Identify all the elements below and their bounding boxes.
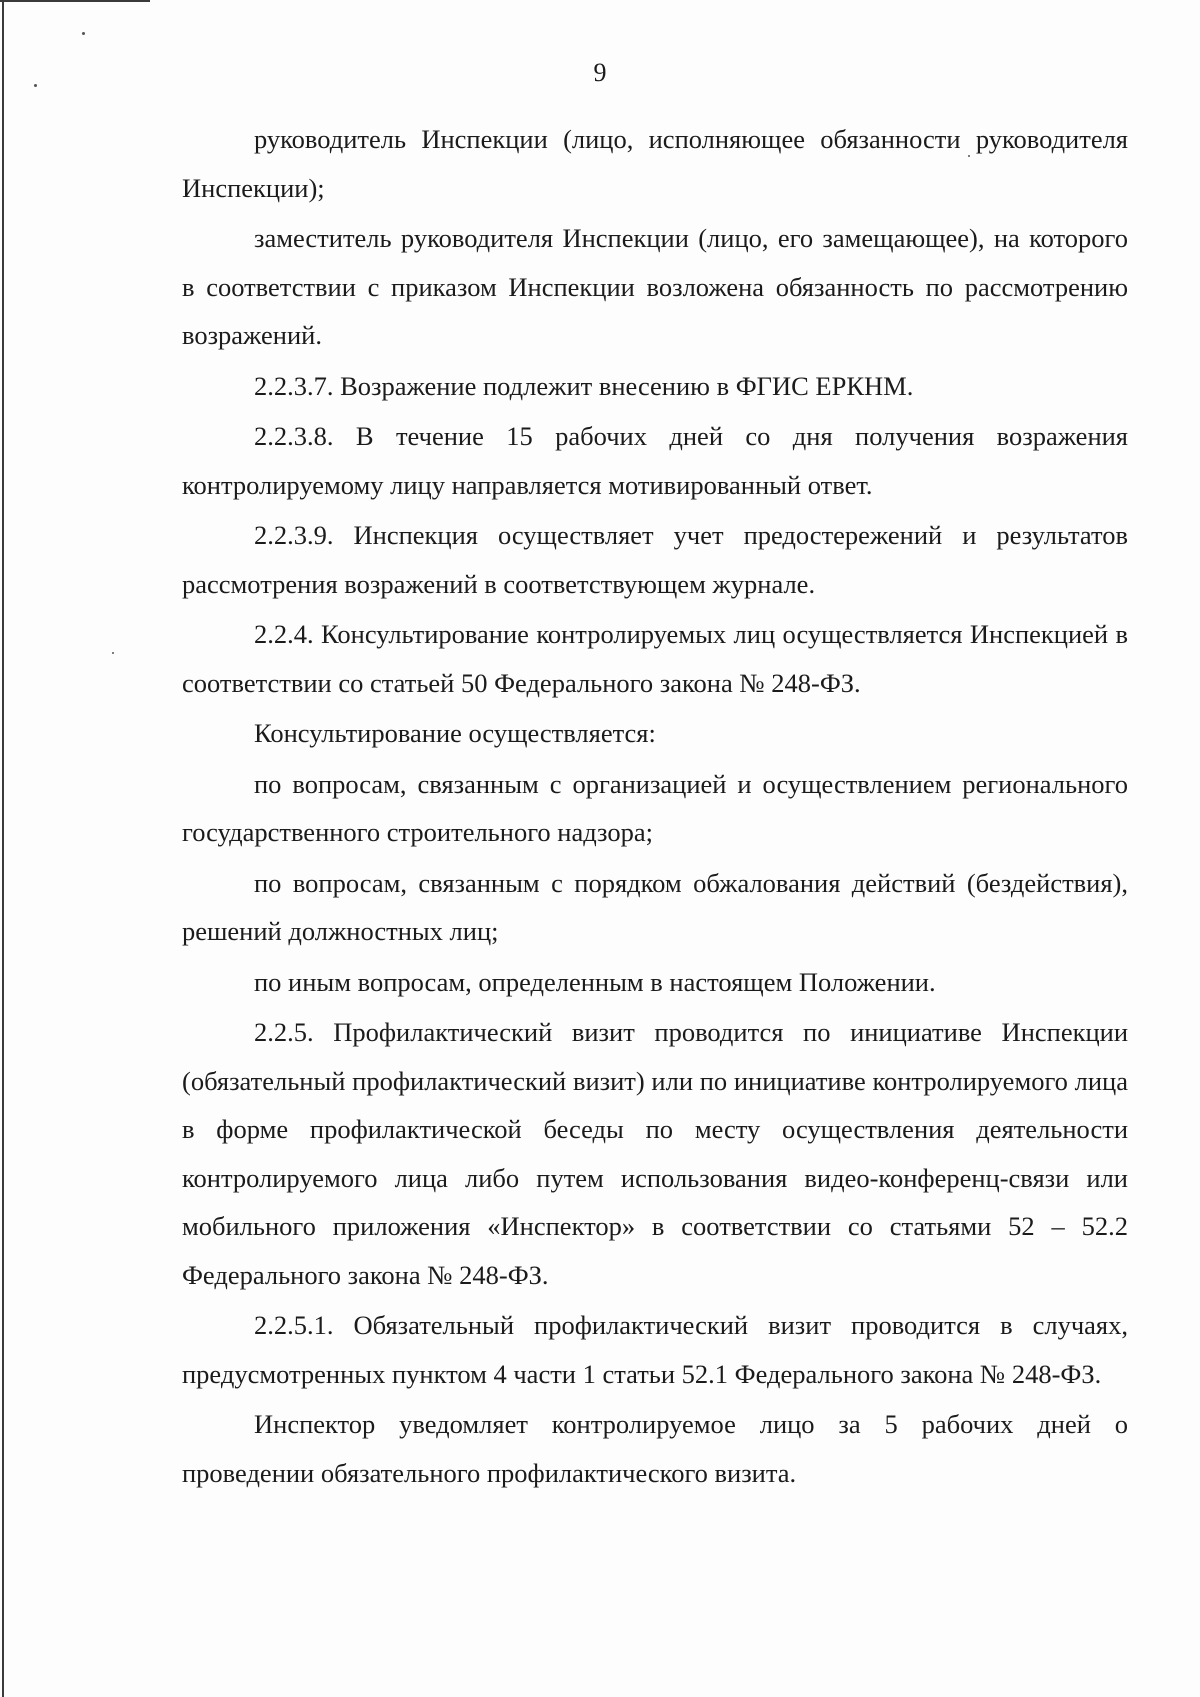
paragraph: 2.2.4. Консультирование контролируемых лиц осуществляется Инспекцией в соответствии со статьей 50 Федерального закона № 248-ФЗ. — [182, 619, 1128, 698]
paragraph: 2.2.5. Профилактический визит проводится по инициативе Инспекции (обязательный профилактический визит) или по инициативе контролируемого лица в форме профилактической беседы по месту осуществления деятельности контролируемого лица либо путем использования видео-конференц-связи или мобильного приложения «Инспектор» в соответствии со статьями 52 – 52.2 Федерального закона № 248-ФЗ. — [182, 1017, 1128, 1290]
scan-speck — [82, 32, 85, 35]
paragraph: Консультирование осуществляется: — [254, 718, 656, 748]
paragraph: 2.2.5.1. Обязательный профилактический визит проводится в случаях, предусмотренных пунктом 4 части 1 статьи 52.1 Федерального закона № 248-ФЗ. — [182, 1310, 1128, 1389]
scan-edge-left — [2, 0, 4, 1697]
paragraph: 2.2.3.8. В течение 15 рабочих дней со дня получения возражения контролируемому лицу направляется мотивированный ответ. — [182, 421, 1128, 500]
page-number: 9 — [593, 58, 607, 87]
paragraph: по вопросам, связанным с организацией и осуществлением регионального государственного строительного надзора; — [182, 768, 1128, 847]
paragraph: руководитель Инспекции (лицо, исполняющее обязанности руководителя Инспекции); — [182, 124, 1128, 203]
document-body — [182, 115, 1128, 1499]
paragraph: 2.2.3.9. Инспекция осуществляет учет предостережений и результатов рассмотрения возражений в соответствующем журнале. — [182, 520, 1128, 599]
paragraph: заместитель руководителя Инспекции (лицо, его замещающее), на которого в соответствии с приказом Инспекции возложена обязанность по рассмотрению возражений. — [182, 223, 1128, 350]
scan-speck — [112, 652, 114, 654]
paragraph: 2.2.3.7. Возражение подлежит внесению в ФГИС ЕРКНМ. — [254, 370, 914, 401]
paragraph: Инспектор уведомляет контролируемое лицо за 5 рабочих дней о проведении обязательного профилактического визита. — [182, 1409, 1128, 1488]
paragraph: по иным вопросам, определенным в настоящем Положении. — [254, 966, 936, 997]
scan-edge-top — [0, 0, 150, 2]
paragraph: по вопросам, связанным с порядком обжалования действий (бездействия), решений должностных лиц; — [182, 867, 1128, 946]
